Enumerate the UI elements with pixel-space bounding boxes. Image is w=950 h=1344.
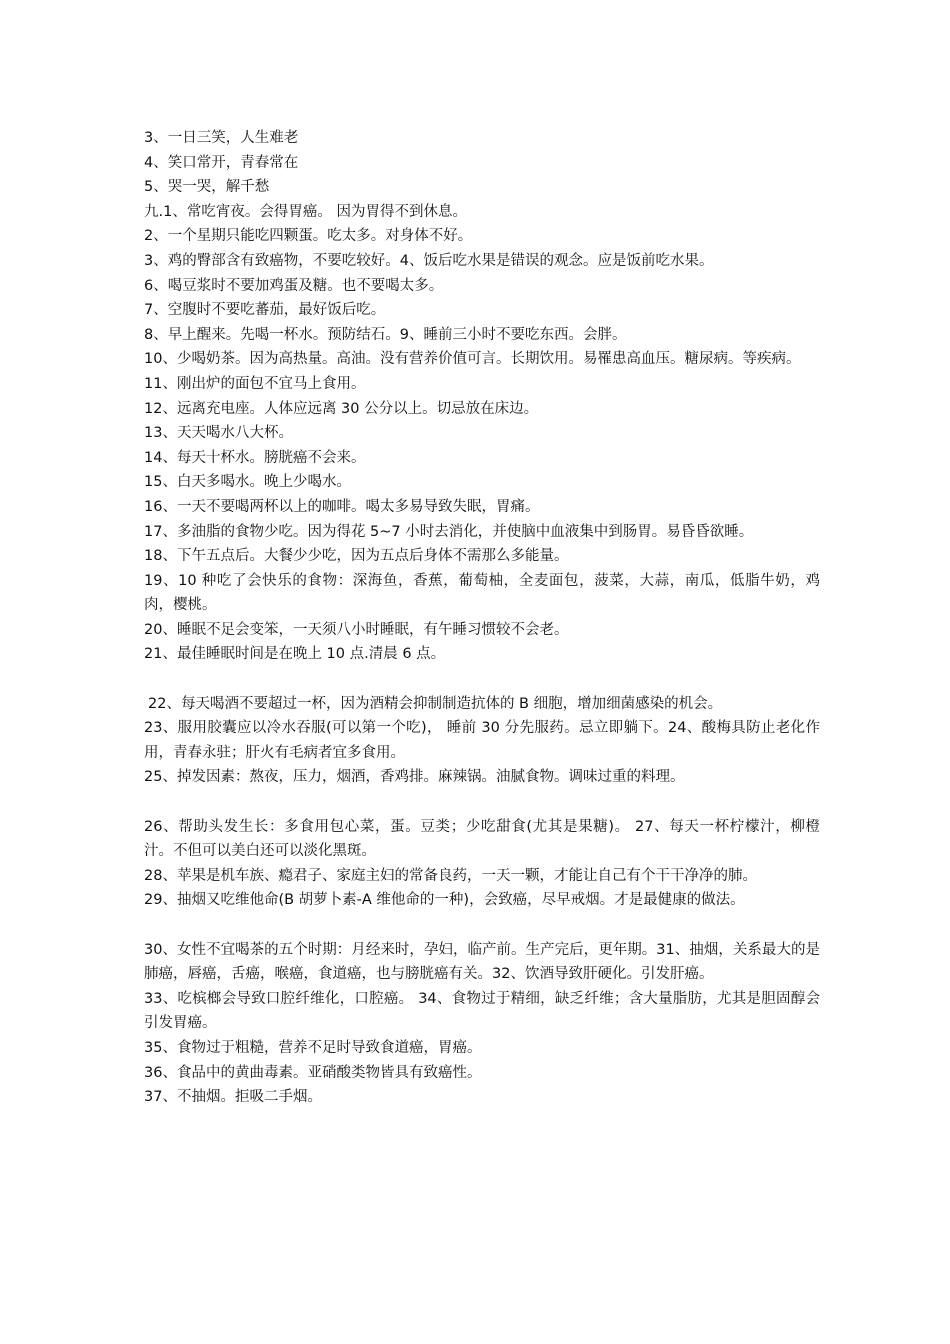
paragraph: 6、喝豆浆时不要加鸡蛋及糖。也不要喝太多。 xyxy=(144,277,444,294)
paragraph: 5、哭一哭，解千愁 xyxy=(144,179,270,196)
paragraph: 14、每天十杯水。膀胱癌不会来。 xyxy=(144,449,366,466)
paragraph: 4、笑口常开，青春常在 xyxy=(144,154,299,171)
paragraph: 19、10 种吃了会快乐的食物：深海鱼，香蕉，葡萄柚，全麦面包，菠菜，大蒜，南瓜，低脂牛奶，鸡肉，樱桃。 xyxy=(144,572,820,614)
paragraph: 2、一个星期只能吃四颗蛋。吃太多。对身体不好。 xyxy=(144,228,473,245)
paragraph: 13、天天喝水八大杯。 xyxy=(144,425,293,442)
document-body xyxy=(144,126,820,1110)
paragraph: 17、多油脂的食物少吃。因为得花 5~7 小时去消化，并使脑中血液集中到肠胃。易昏昏欲睡。 xyxy=(144,523,754,540)
paragraph: 3、一日三笑，人生难老 xyxy=(144,130,299,146)
paragraph: 7、空腹时不要吃蕃茄，最好饭后吃。 xyxy=(144,302,386,319)
paragraph: 3、鸡的臀部含有致癌物，不要吃较好。4、饭后吃水果是错误的观念。应是饭前吃水果。 xyxy=(144,252,714,269)
paragraph: 12、远离充电座。人体应远离 30 公分以上。切忌放在床边。 xyxy=(144,400,539,417)
paragraph: 18、下午五点后。大餐少少吃，因为五点后身体不需那么多能量。 xyxy=(144,548,569,565)
paragraph: 26、帮助头发生长：多食用包心菜，蛋。豆类；少吃甜食(尤其是果糖)。 27、每天一杯柠檬汁，柳橙汁。不但可以美白还可以淡化黑斑。 xyxy=(144,818,820,860)
paragraph: 22、每天喝酒不要超过一杯，因为酒精会抑制制造抗体的 B 细胞，增加细菌感染的机会。 xyxy=(148,695,723,712)
blank-line xyxy=(144,790,820,815)
paragraph: 29、抽烟又吃维他命(B 胡萝卜素-A 维他命的一种)，会致癌，尽早戒烟。才是最健康的做法。 xyxy=(144,892,745,909)
paragraph: 23、服用胶囊应以冷水吞服(可以第一个吃)， 睡前 30 分先服药。忌立即躺下。24、酸梅具防止老化作用，青春永驻；肝火有毛病者宜多食用。 xyxy=(144,720,820,761)
paragraph: 11、刚出炉的面包不宜马上食用。 xyxy=(144,375,366,392)
paragraph: 36、食品中的黄曲毒素。亚硝酸类物皆具有致癌性。 xyxy=(144,1064,482,1081)
paragraph: 九.1、常吃宵夜。会得胃癌。 因为胃得不到休息。 xyxy=(144,203,467,220)
paragraph: 30、女性不宜喝茶的五个时期：月经来时，孕妇，临产前。生产完后，更年期。31、抽烟，关系最大的是肺癌，唇癌，舌癌，喉癌，食道癌，也与膀胱癌有关。32、饮酒导致肝硬化。引发肝癌。 xyxy=(144,941,820,983)
paragraph: 15、白天多喝水。晚上少喝水。 xyxy=(144,474,351,491)
paragraph: 35、食物过于粗糙，营养不足时导致食道癌，胃癌。 xyxy=(144,1039,482,1056)
paragraph: 20、睡眠不足会变笨，一天须八小时睡眠，有午睡习惯较不会老。 xyxy=(144,621,569,638)
blank-line xyxy=(144,913,820,938)
paragraph: 8、早上醒来。先喝一杯水。预防结石。9、睡前三小时不要吃东西。会胖。 xyxy=(144,326,627,343)
paragraph: 37、不抽烟。拒吸二手烟。 xyxy=(144,1089,322,1106)
paragraph: 33、吃槟榔会导致口腔纤维化，口腔癌。 34、食物过于精细，缺乏纤维；含大量脂肪，尤其是胆固醇会引发胃癌。 xyxy=(144,990,820,1032)
paragraph: 16、一天不要喝两杯以上的咖啡。喝太多易导致失眠，胃痛。 xyxy=(144,498,540,515)
paragraph: 21、最佳睡眠时间是在晚上 10 点.清晨 6 点。 xyxy=(144,646,446,663)
blank-line xyxy=(144,667,820,692)
paragraph: 28、苹果是机车族、瘾君子、家庭主妇的常备良药，一天一颗，才能让自己有个干干净净的肺。 xyxy=(144,867,757,884)
paragraph: 25、掉发因素：熬夜，压力，烟酒，香鸡排。麻辣锅。油腻食物。调味过重的料理。 xyxy=(144,769,685,786)
paragraph: 10、少喝奶茶。因为高热量。高油。没有营养价值可言。长期饮用。易罹患高血压。糖尿病。等疾病。 xyxy=(144,351,801,368)
